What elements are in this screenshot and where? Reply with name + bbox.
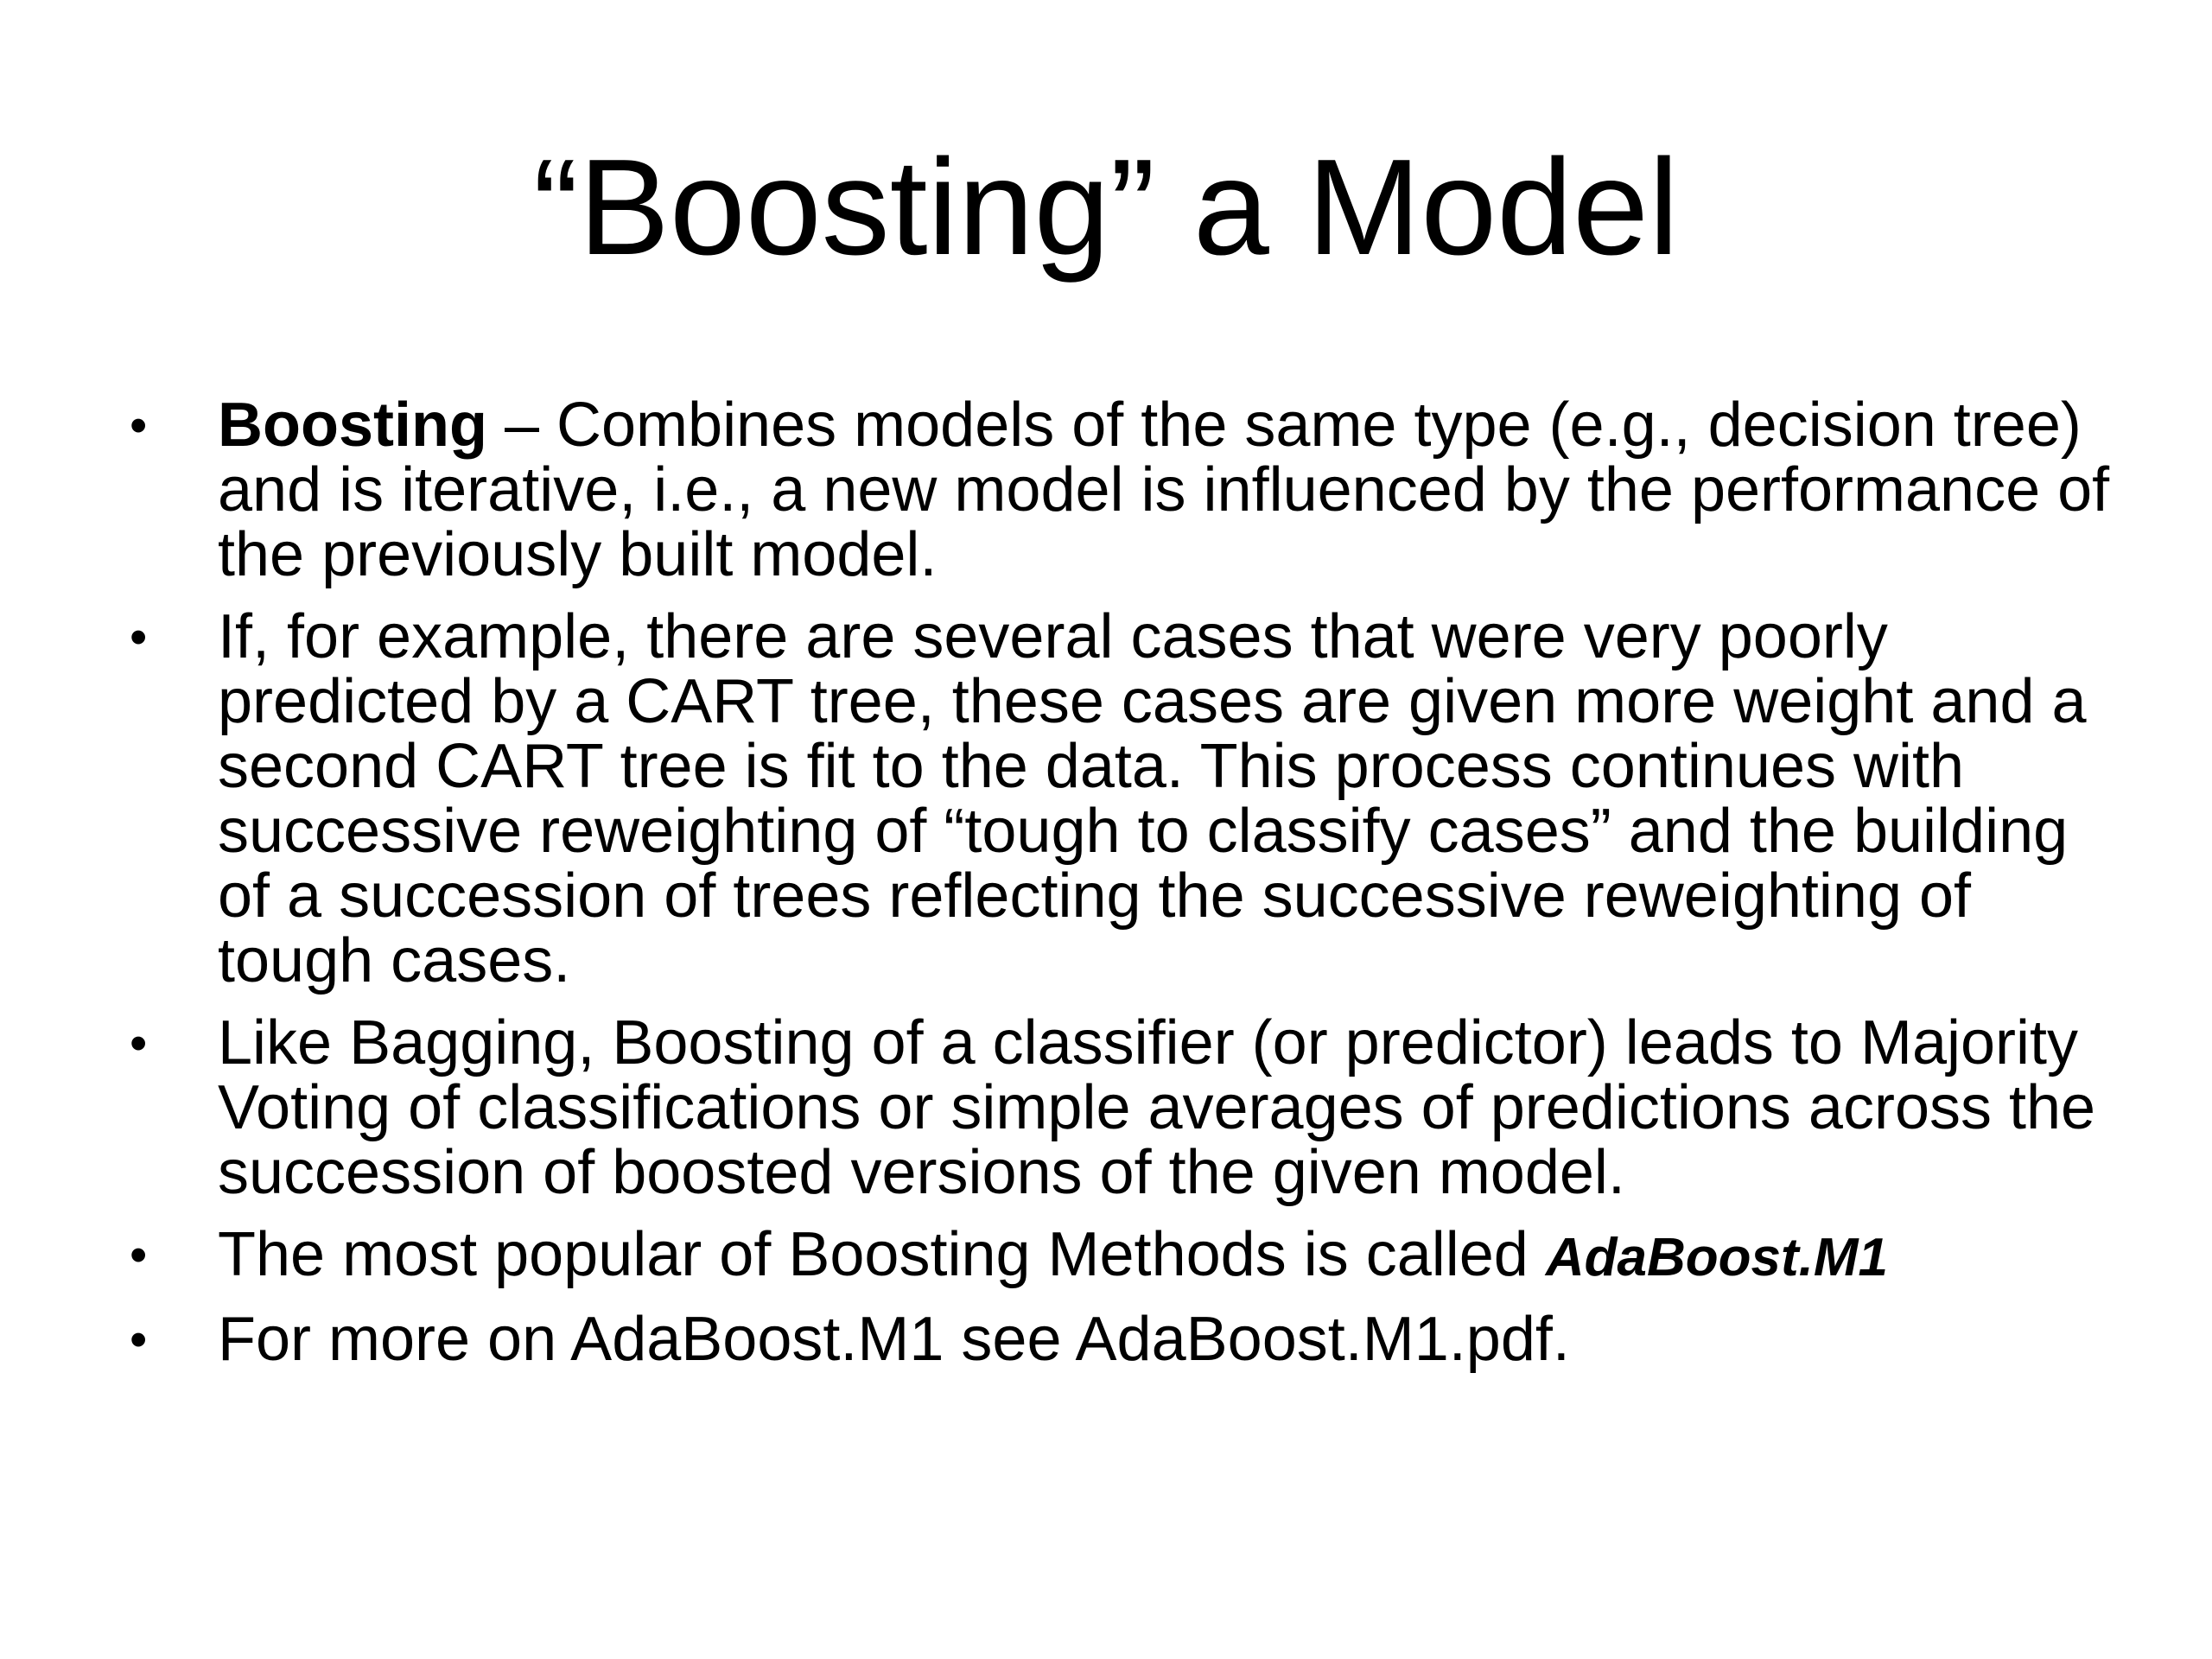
bullet-list <box>130 393 2134 1389</box>
bullet-marker: • <box>130 1015 148 1071</box>
bullet-term: AdaBoost.M1 <box>1545 1228 1888 1287</box>
bullet-marker: • <box>130 1312 148 1368</box>
bullet-item-example <box>130 602 2134 995</box>
slide-title: “Boosting” a Model <box>532 131 1680 283</box>
bullet-item-more-info <box>130 1307 2134 1372</box>
bullet-marker: • <box>130 397 148 454</box>
bullet-marker: • <box>130 1227 148 1283</box>
bullet-body: If, for example, there are several cases that were very poorly predicted by a CART tree, these cases are given more weight and a second CART tree is fit to the data. This process continues with successive reweighting of “tough to classify cases” and the building of a succession of trees reflecting the successive reweighting of tough cases. <box>218 602 2087 995</box>
bullet-text <box>218 1220 2134 1290</box>
bullet-body: For more on AdaBoost.M1 see AdaBoost.M1.pdf. <box>218 1305 1570 1374</box>
bullet-body: – Combines models of the same type (e.g., decision tree) and is iterative, i.e., a new model is influenced by the performance of the previously built model. <box>218 391 2110 589</box>
bullet-body: The most popular of Boosting Methods is called <box>218 1220 1546 1289</box>
bullet-text <box>218 393 2134 588</box>
bullet-term: Boosting <box>218 391 487 460</box>
bullet-item-boosting <box>130 393 2134 588</box>
bullet-item-adaboost <box>130 1220 2134 1290</box>
bullet-body: Like Bagging, Boosting of a classifier (or predictor) leads to Majority Voting of classifications or simple averages of predictions across the succession of boosted versions of the given model. <box>218 1008 2096 1207</box>
bullet-item-bagging <box>130 1008 2134 1207</box>
bullet-marker: • <box>130 609 148 665</box>
